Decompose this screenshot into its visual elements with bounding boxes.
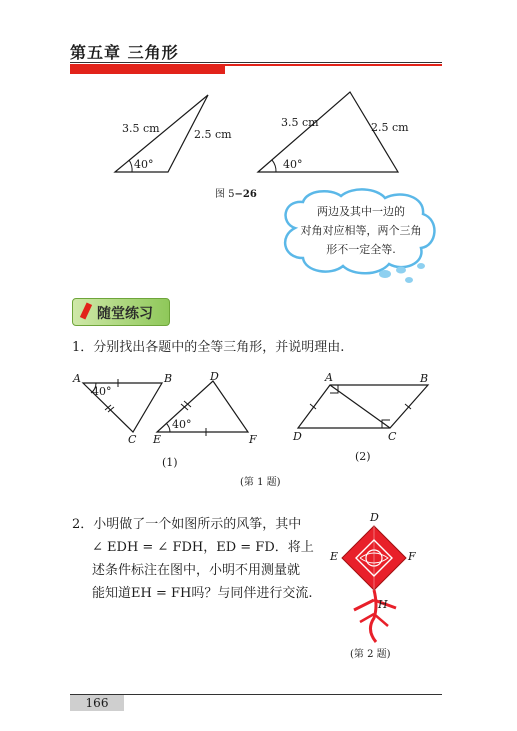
q2-text xyxy=(72,513,322,605)
left-angle-label: 40° xyxy=(134,158,154,171)
q2-line-3: 述条件标注在图中，小明不用测量就 xyxy=(92,563,301,578)
triangle-def xyxy=(157,381,248,432)
q2-caption: (第 2 题) xyxy=(350,649,391,660)
figure-caption: 图 5−26 xyxy=(215,189,257,200)
q2-line-1: 2．小明做了一个如图所示的风筝，其中 xyxy=(72,517,302,532)
fig2-label-a: A xyxy=(325,371,333,384)
fig1-label-e: E xyxy=(153,433,162,446)
kite-label-h: H xyxy=(378,598,388,611)
section-title: 随堂练习 xyxy=(97,306,153,322)
left-side-a-label: 3.5 cm xyxy=(122,122,160,135)
kite-illustration xyxy=(330,518,420,648)
fig1-angle2-label: 40° xyxy=(172,418,192,431)
right-side-a-label: 3.5 cm xyxy=(281,116,319,129)
fig2-label-d: D xyxy=(293,430,302,443)
fig2-label-b: B xyxy=(420,372,429,385)
cloud-line-1: 两边及其中一边的 xyxy=(317,205,405,218)
q1-caption: (第 1 题) xyxy=(240,477,281,488)
footer-rule xyxy=(124,694,442,695)
page-number: 166 xyxy=(70,694,124,711)
fig1-label-c: C xyxy=(128,433,137,446)
q2-line-4: 能知道EH = FH吗？与同伴进行交流. xyxy=(92,586,313,601)
right-side-b-label: 2.5 cm xyxy=(371,121,409,134)
fig1-label-a: A xyxy=(73,372,81,385)
q2-line-2: ∠ EDH = ∠ FDH，ED = FD．将上 xyxy=(92,540,314,555)
fig1-label-d: D xyxy=(210,370,219,383)
kite-label-d: D xyxy=(370,511,379,524)
fig1-label-b: B xyxy=(164,372,173,385)
kite-label-f: F xyxy=(408,550,416,563)
fig1-caption: (1) xyxy=(162,456,178,469)
fig1-label-f: F xyxy=(249,433,257,446)
kite-label-e: E xyxy=(330,550,339,563)
left-side-b-label: 2.5 cm xyxy=(194,128,232,141)
fig2-label-c: C xyxy=(388,430,397,443)
fig1-angle-label: 40° xyxy=(92,385,112,398)
cloud-line-3: 形不一定全等. xyxy=(326,243,396,256)
chapter-title: 第五章 三角形 xyxy=(70,43,179,62)
q1-text: 1．分别找出各题中的全等三角形，并说明理由. xyxy=(72,340,345,355)
right-angle-label: 40° xyxy=(283,158,303,171)
diagonal-ac xyxy=(330,385,390,428)
fig2-caption: (2) xyxy=(355,450,371,463)
cloud-line-2: 对角对应相等，两个三角 xyxy=(300,224,422,237)
